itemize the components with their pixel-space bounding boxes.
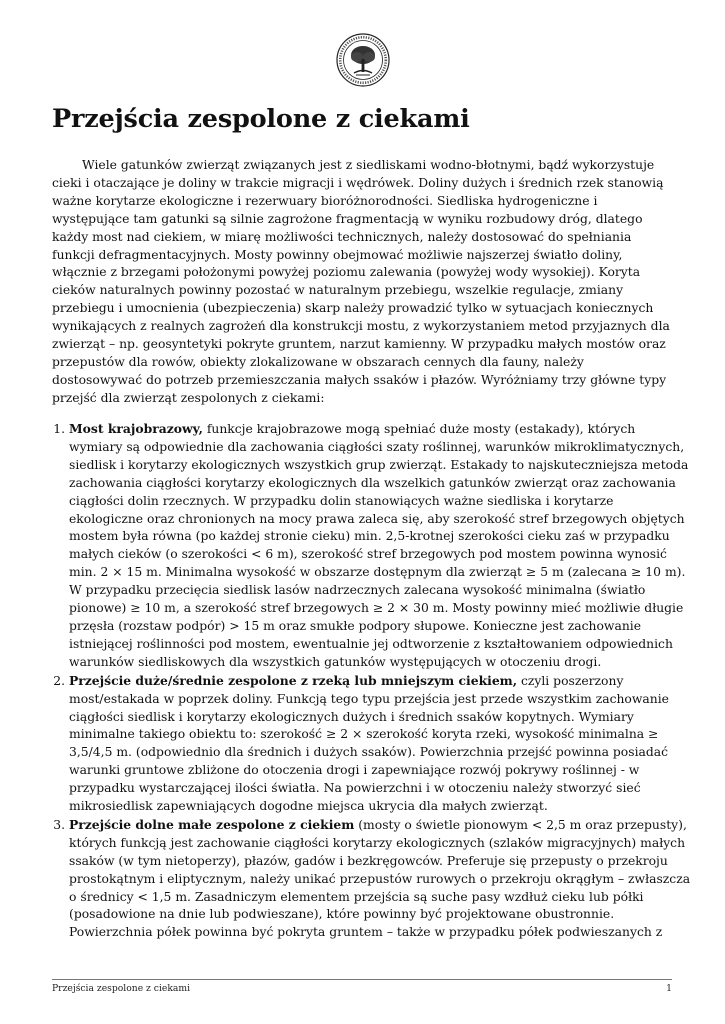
list-item-text: (mosty o świetle pionowym < 2,5 m oraz przepusty), których funkcją jest zachowanie ciągłości korytarzy ekologicznych (szlaków migracyjnych) małych ssaków (w tym nietoperzy), płazów, gadów i bezkręgowców. Preferuje się przepusty o przekroju prostokątnym i eliptycznym, należy unikać przepustów rurowych o przekroju okrągłym – zwłaszcza o średnicy < 1,5 m. Zasadniczym elementem przejścia są suche pasy wzdłuż cieku lub półki (posadowione na dnie lub podwieszane), które powinny być projektowane obustronnie. Powierzchnia półek powinna być pokryta gruntem – także w przypadku półek podwieszanych z [69,817,691,940]
list-item [69,816,691,942]
list-item-heading: Przejście dolne małe zespolone z ciekiem [69,816,355,832]
list-item-heading: Most krajobrazowy, [69,421,203,436]
page-number: 1 [666,983,672,994]
footer-title: Przejścia zespolone z ciekami [52,983,191,994]
intro-paragraph: Wiele gatunków zwierząt związanych jest z siedliskami wodno-błotnymi, bądź wykorzystuje cieki i otaczające je doliny w trakcie migracji i wędrówek. Doliny dużych i średnich rzek stanowią ważne korytarze ekologiczne i rezerwuary bioróżnorodności. Siedliska hydrogeniczne i występujące tam gatunki są silnie zagrożone fragmentacją w wyniku rozbudowy dróg, dlatego każdy most nad ciekiem, w miarę możliwości technicznych, należy dostosować do spełniania funkcji defragmentacyjnych. Mosty powinny obejmować możliwie najszerzej światło doliny, włącznie z brzegami położonymi powyżej poziomu zalewania (powyżej wody wysokiej). Koryta cieków naturalnych powinny pozostać w naturalnym przebiegu, wszelkie regulacje, zmiany przebiegu i umocnienia (ubezpieczenia) skarp należy prowadzić tylko w sytuacjach koniecznych wynikających z realnych zagrożeń dla konstrukcji mostu, z wykorzystaniem metod przyjaznych dla zwierząt – np. geosyntetyki pokryte gruntem, narzut kamienny. W przypadku małych mostów oraz przepustów dla rowów, obiekty zlokalizowane w obszarach cennych dla fauny, należy dostosowywać do potrzeb przemieszczania małych ssaków i płazów. Wyróżniamy trzy główne typy przejść dla zwierząt zespolonych z ciekami: [52,158,670,405]
tree-emblem-icon [336,33,390,87]
list-item [69,672,691,816]
page-footer [52,983,672,994]
list-item-text: czyli poszerzony most/estakada w poprzek doliny. Funkcją tego typu przejścia jest przede wszystkim zachowanie ciągłości siedlisk i korytarzy ekologicznych dużych i średnich ssaków kopytnych. Wymiary minimalne takiego obiektu to: szerokość ≥ 2 × szerokość koryta rzeki, wysokość minimalna ≥ 3,5/4,5 m. (odpowiednio dla średnich i dużych ssaków). Powierzchnia przejść powinna posiadać warunki gruntowe zbliżone do otoczenia drogi i zapewniające rozwój pokrywy roślinnej - w przypadku wystarczającej ilości światła. Na powierzchni i w otoczeniu należy stworzyć sieć mikrosiedlisk zapewniających dogodne miejsca ukrycia dla małych zwierząt. [69,673,669,814]
list-item-text: funkcje krajobrazowe mogą spełniać duże mosty (estakady), których wymiary są odpowiednie dla zachowania ciągłości szaty roślinnej, warunków mikroklimatycznych, siedlisk i korytarzy ekologicznych wszystkich grup zwierząt. Estakady to najskuteczniejsza metoda zachowania ciągłości korytarzy ekologicznych dla wszelkich gatunków zwierząt oraz zachowania ciągłości dolin rzecznych. W przypadku dolin stanowiących ważne siedliska i korytarze ekologiczne oraz chronionych na mocy prawa zaleca się, aby szerokość stref brzegowych objętych mostem była równa (po każdej stronie cieku) min. 2,5-krotnej szerokości cieku zaś w przypadku małych cieków (o szerokości < 6 m), szerokość stref brzegowych pod mostem powinna wynosić min. 2 × 15 m. Minimalna wysokość w obszarze dostępnym dla zwierząt ≥ 5 m (zalecana ≥ 10 m). W przypadku przecięcia siedlisk lasów nadrzecznych zalecana wysokość minimalna (światło pionowe) ≥ 10 m, a szerokość stref brzegowych ≥ 2 × 30 m. Mosty powinny mieć możliwie długie przęsła (rozstaw podpór) > 15 m oraz smukłe podpory słupowe. Konieczne jest zachowanie istniejącej roślinności pod mostem, ewentualnie jej odtworzenie z kształtowaniem odpowiednich warunków siedliskowych dla wszystkich gatunków występujących w otoczeniu drogi. [69,422,689,669]
footer-divider [52,979,672,980]
logo [336,33,390,87]
list-item [69,420,691,672]
types-list [52,420,691,942]
list-item-heading: Przejście duże/średnie zespolone z rzeką lub mniejszym ciekiem, [69,672,518,688]
page-title: Przejścia zespolone z ciekami [52,104,470,134]
